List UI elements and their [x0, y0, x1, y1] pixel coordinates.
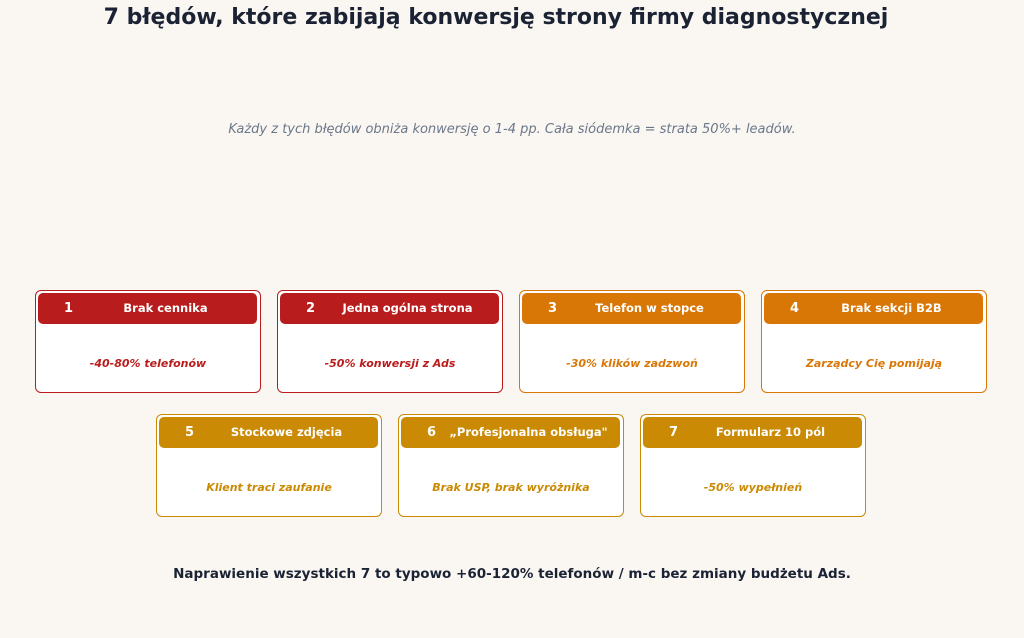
card-number: 3: [548, 301, 558, 316]
error-card-5: [156, 414, 382, 517]
card-label: Brak sekcji B2B: [841, 301, 942, 315]
card-number: 1: [64, 301, 74, 316]
card-label: Brak cennika: [123, 301, 208, 315]
error-card-2: [277, 290, 503, 393]
page-subtitle: Każdy z tych błędów obniża konwersję o 1-4 pp. Cała siódemka = strata 50%+ leadów.: [228, 122, 796, 137]
card-impact: Klient traci zaufanie: [206, 481, 332, 494]
card-impact: -50% konwersji z Ads: [324, 357, 456, 370]
card-header: [159, 417, 378, 448]
card-label: Jedna ogólna strona: [342, 301, 473, 315]
error-card-6: [398, 414, 624, 517]
card-header: [643, 417, 862, 448]
card-impact: -30% klików zadzwoń: [566, 357, 698, 370]
card-header: [401, 417, 620, 448]
card-label: Formularz 10 pól: [715, 425, 826, 439]
card-impact: -50% wypełnień: [703, 481, 803, 494]
page-title: 7 błędów, które zabijają konwersję strony firmy diagnostycznej: [103, 5, 889, 30]
card-number: 5: [185, 425, 195, 440]
card-header: [764, 293, 983, 324]
card-number: 2: [306, 301, 316, 316]
card-impact: Zarządcy Cię pomijają: [805, 357, 943, 370]
card-header: [280, 293, 499, 324]
error-card-1: [35, 290, 261, 393]
error-card-3: [519, 290, 745, 393]
card-impact: -40-80% telefonów: [89, 357, 207, 370]
footer-summary: Naprawienie wszystkich 7 to typowo +60-120% telefonów / m-c bez zmiany budżetu Ads.: [173, 566, 851, 582]
card-number: 4: [790, 301, 800, 316]
card-number: 7: [669, 425, 679, 440]
card-header: [522, 293, 741, 324]
card-header: [38, 293, 257, 324]
card-number: 6: [427, 425, 437, 440]
card-label: Stockowe zdjęcia: [230, 425, 343, 439]
error-card-4: [761, 290, 987, 393]
error-card-7: [640, 414, 866, 517]
card-label: Telefon w stopce: [595, 301, 704, 315]
card-impact: Brak USP, brak wyróżnika: [432, 481, 590, 494]
card-label: „Profesjonalna obsługa": [449, 425, 608, 439]
